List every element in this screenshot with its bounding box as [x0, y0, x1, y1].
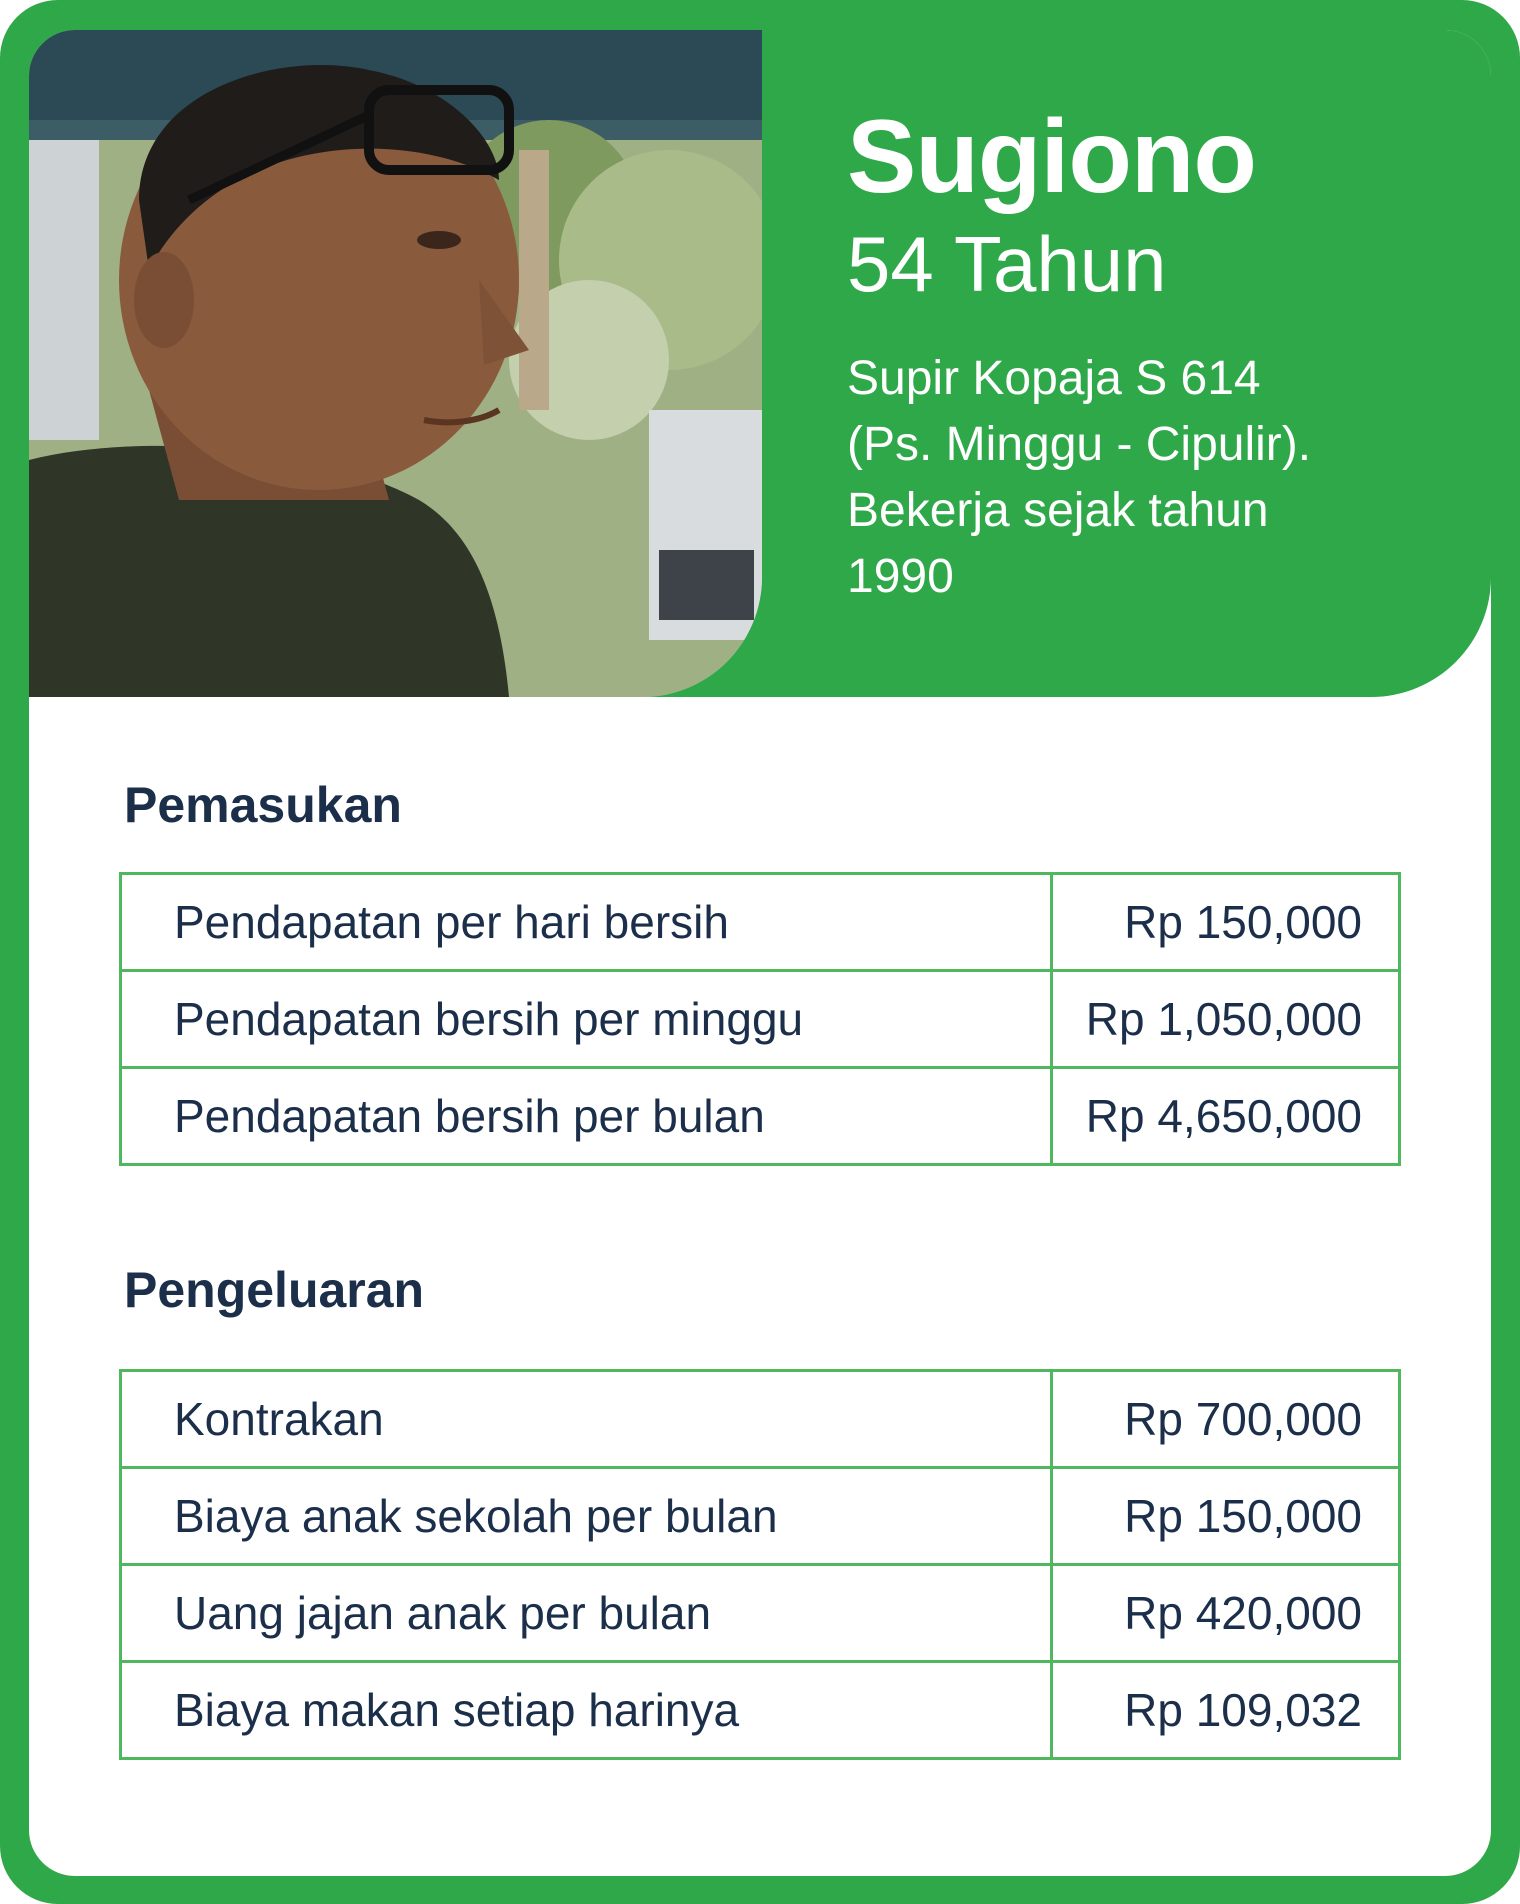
expense-value: Rp 700,000 [1052, 1371, 1400, 1468]
table-row [121, 1468, 1400, 1565]
expense-value: Rp 150,000 [1052, 1468, 1400, 1565]
income-value: Rp 1,050,000 [1052, 971, 1400, 1068]
description-line: Bekerja sejak tahun [847, 484, 1269, 537]
profile-photo [29, 30, 762, 697]
table-row [121, 1068, 1400, 1165]
description-line: (Ps. Minggu - Cipulir). [847, 418, 1312, 471]
card-panel [29, 30, 1491, 1876]
expense-label: Kontrakan [121, 1371, 1052, 1468]
income-label: Pendapatan per hari bersih [121, 874, 1052, 971]
income-value: Rp 4,650,000 [1052, 1068, 1400, 1165]
profile-description [847, 346, 1447, 610]
table-row [121, 1662, 1400, 1759]
income-value: Rp 150,000 [1052, 874, 1400, 971]
expense-label: Biaya anak sekolah per bulan [121, 1468, 1052, 1565]
expense-label: Uang jajan anak per bulan [121, 1565, 1052, 1662]
profile-name: Sugiono [847, 99, 1256, 215]
table-row [121, 874, 1400, 971]
description-line: 1990 [847, 550, 954, 603]
expense-label: Biaya makan setiap harinya [121, 1662, 1052, 1759]
table-row [121, 1565, 1400, 1662]
expenses-table [119, 1369, 1401, 1760]
income-label: Pendapatan bersih per minggu [121, 971, 1052, 1068]
description-line: Supir Kopaja S 614 [847, 352, 1261, 405]
table-row [121, 971, 1400, 1068]
expense-value: Rp 109,032 [1052, 1662, 1400, 1759]
table-row [121, 1371, 1400, 1468]
profile-header [29, 30, 1491, 697]
income-title: Pemasukan [124, 777, 402, 833]
expenses-title: Pengeluaran [124, 1262, 425, 1318]
expense-value: Rp 420,000 [1052, 1565, 1400, 1662]
profile-age: 54 Tahun [847, 220, 1167, 308]
income-label: Pendapatan bersih per bulan [121, 1068, 1052, 1165]
income-table [119, 872, 1401, 1166]
